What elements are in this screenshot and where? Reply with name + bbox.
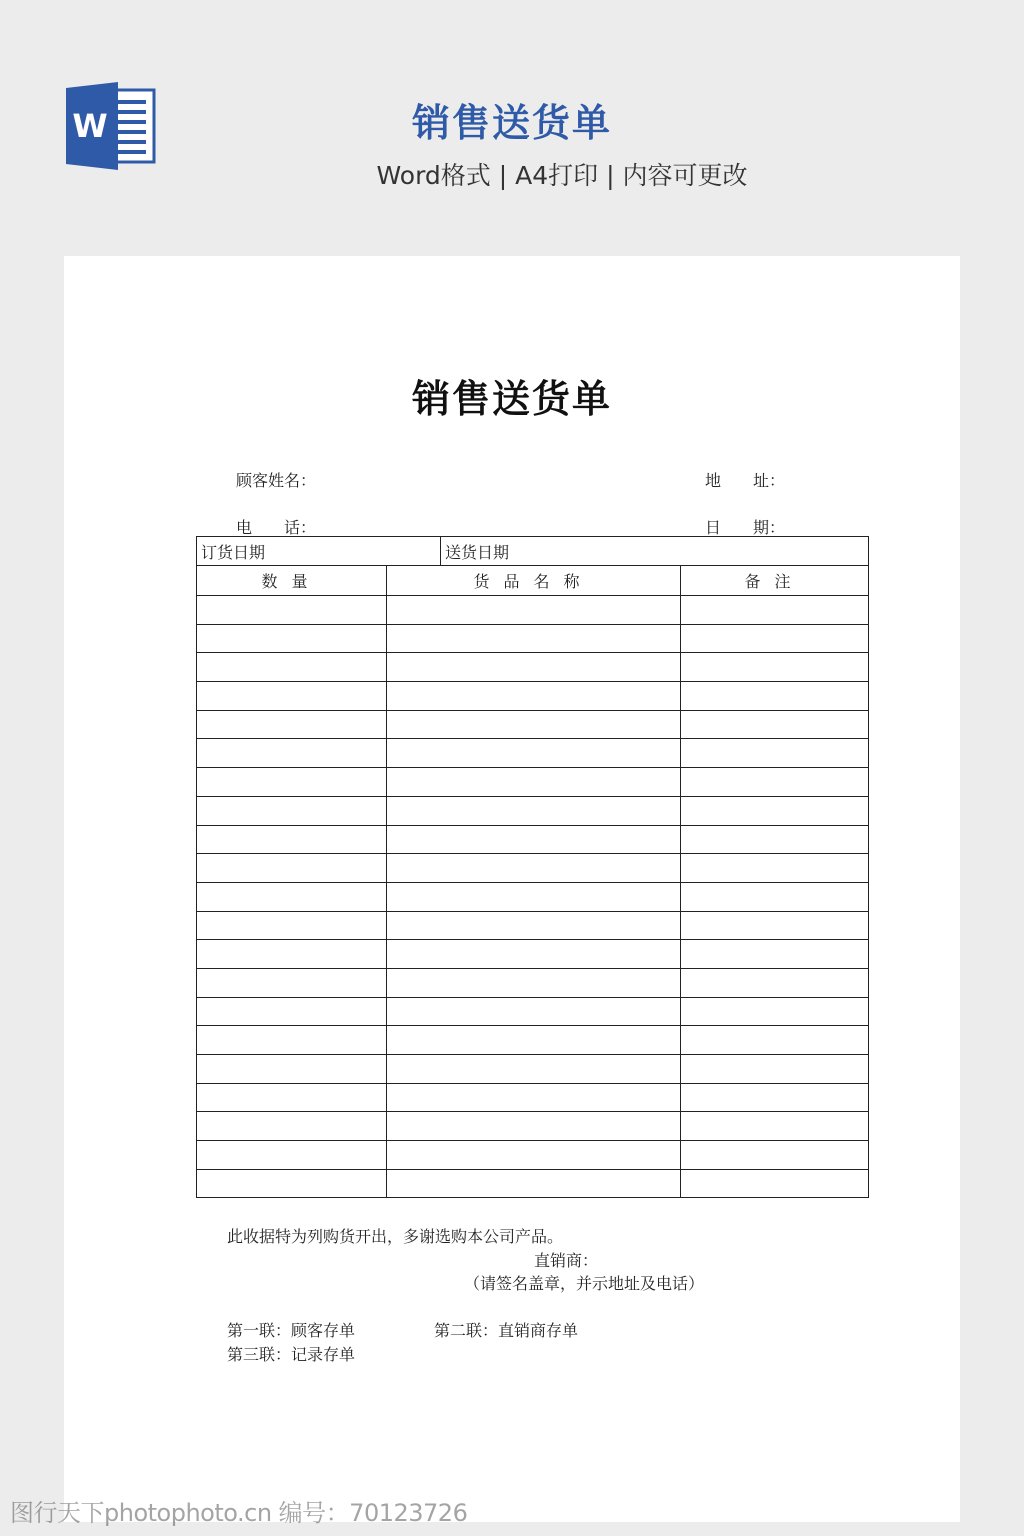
remarks-cell [681, 940, 869, 969]
table-row [197, 1141, 869, 1170]
product-name-cell [387, 882, 681, 911]
date-label: 日 期： [705, 518, 786, 537]
quantity-cell [197, 911, 387, 940]
table-row [197, 768, 869, 797]
table-row [197, 596, 869, 625]
remarks-cell [681, 682, 869, 711]
quantity-cell [197, 825, 387, 854]
product-name-cell [387, 1141, 681, 1170]
table-row [197, 653, 869, 682]
table-row [197, 739, 869, 768]
table-row [197, 682, 869, 711]
table-row [197, 968, 869, 997]
date-row [197, 537, 869, 566]
quantity-cell [197, 1026, 387, 1055]
document-page [64, 256, 960, 1522]
remarks-cell [681, 1083, 869, 1112]
remarks-cell [681, 653, 869, 682]
order-date-cell: 订货日期 [197, 537, 441, 566]
receipt-note: 此收据特为列购货开出，多谢选购本公司产品。 [227, 1227, 564, 1246]
copy-two-label: 第二联：直销商存单 [434, 1321, 579, 1340]
document-title: 销售送货单 [411, 376, 612, 421]
watermark: 图行天下photophoto.cn 编号：70123726 [10, 1499, 468, 1527]
product-name-cell [387, 911, 681, 940]
copy-three-label: 第三联：记录存单 [227, 1345, 356, 1364]
product-name-cell [387, 596, 681, 625]
quantity-cell [197, 997, 387, 1026]
product-name-cell [387, 796, 681, 825]
quantity-cell [197, 1083, 387, 1112]
remarks-cell [681, 796, 869, 825]
quantity-cell [197, 1055, 387, 1084]
quantity-cell [197, 796, 387, 825]
date-row-table [196, 536, 869, 566]
quantity-cell [197, 882, 387, 911]
customer-name-label: 顾客姓名： [236, 471, 317, 490]
quantity-cell [197, 682, 387, 711]
table-row [197, 1112, 869, 1141]
remarks-cell [681, 1055, 869, 1084]
table-row [197, 1169, 869, 1198]
table-row [197, 997, 869, 1026]
product-name-cell [387, 739, 681, 768]
header-product-name: 货品名称 [387, 566, 681, 596]
order-table [196, 536, 869, 1198]
table-row [197, 796, 869, 825]
phone-label: 电 话： [236, 518, 317, 537]
items-header-row [197, 566, 869, 596]
table-row [197, 624, 869, 653]
product-name-cell [387, 653, 681, 682]
quantity-cell [197, 940, 387, 969]
quantity-cell [197, 624, 387, 653]
quantity-cell [197, 854, 387, 883]
product-name-cell [387, 940, 681, 969]
delivery-date-cell: 送货日期 [441, 537, 869, 566]
table-row [197, 854, 869, 883]
banner [0, 0, 1024, 256]
address-label: 地 址： [705, 471, 786, 490]
quantity-cell [197, 596, 387, 625]
product-name-cell [387, 968, 681, 997]
banner-title: 销售送货单 [411, 101, 612, 145]
items-body [197, 596, 869, 1198]
product-name-cell [387, 997, 681, 1026]
quantity-cell [197, 1112, 387, 1141]
dealer-label: 直销商： [534, 1251, 599, 1270]
remarks-cell [681, 1112, 869, 1141]
remarks-cell [681, 911, 869, 940]
quantity-cell [197, 968, 387, 997]
quantity-cell [197, 653, 387, 682]
quantity-cell [197, 1141, 387, 1170]
remarks-cell [681, 768, 869, 797]
table-row [197, 825, 869, 854]
remarks-cell [681, 1026, 869, 1055]
remarks-cell [681, 968, 869, 997]
copy-one-label: 第一联：顾客存单 [227, 1321, 356, 1340]
table-row [197, 1026, 869, 1055]
word-icon-letter: W [72, 107, 108, 145]
product-name-cell [387, 854, 681, 883]
items-table [196, 565, 869, 1198]
banner-subtitle: Word格式 | A4打印 | 内容可更改 [376, 161, 748, 190]
table-row [197, 1083, 869, 1112]
remarks-cell [681, 596, 869, 625]
product-name-cell [387, 1083, 681, 1112]
quantity-cell [197, 739, 387, 768]
remarks-cell [681, 1169, 869, 1198]
table-row [197, 911, 869, 940]
table-row [197, 882, 869, 911]
product-name-cell [387, 1055, 681, 1084]
dealer-hint: （请签名盖章，并示地址及电话） [464, 1274, 705, 1293]
quantity-cell [197, 1169, 387, 1198]
product-name-cell [387, 624, 681, 653]
header-remarks: 备注 [681, 566, 869, 596]
remarks-cell [681, 739, 869, 768]
product-name-cell [387, 1169, 681, 1198]
remarks-cell [681, 854, 869, 883]
table-row [197, 710, 869, 739]
product-name-cell [387, 710, 681, 739]
product-name-cell [387, 768, 681, 797]
header-quantity: 数量 [197, 566, 387, 596]
remarks-cell [681, 624, 869, 653]
remarks-cell [681, 997, 869, 1026]
product-name-cell [387, 682, 681, 711]
remarks-cell [681, 710, 869, 739]
table-row [197, 1055, 869, 1084]
remarks-cell [681, 1141, 869, 1170]
product-name-cell [387, 1026, 681, 1055]
product-name-cell [387, 825, 681, 854]
quantity-cell [197, 710, 387, 739]
remarks-cell [681, 825, 869, 854]
remarks-cell [681, 882, 869, 911]
product-name-cell [387, 1112, 681, 1141]
quantity-cell [197, 768, 387, 797]
table-row [197, 940, 869, 969]
